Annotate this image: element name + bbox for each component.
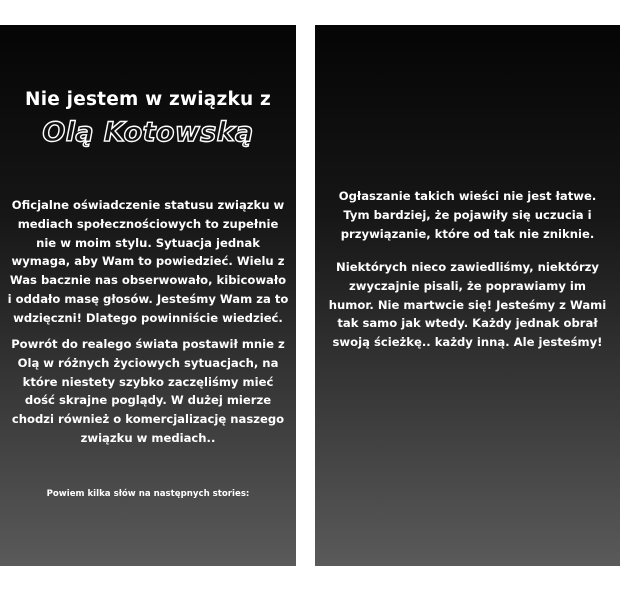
story-right-paragraph-2: Niektórych nieco zawiedliśmy, niektórzy zwyczajnie pisali, że poprawiamy im humor. Nie martwcie się! Jesteśmy z Wami tak samo jak wtedy. Każdy jednak obrał swoją ścieżkę.. każdy inną. Ale jesteśmy! [328,260,607,350]
story-left-paragraph-1: Oficjalne oświadczenie statusu związku w mediach społecznościowych to zupełnie nie w moim stylu. Sytuacja jednak wymaga, aby Wam to powiedzieć. Wielu z Was bacznie nas obserwowało, kibicowało i oddało masę głosów. Jesteśmy Wam za to wdzięczni! Dlatego powinniście wiedzieć. [7,198,289,325]
story-heading: Nie jestem w związku z [25,89,271,110]
story-heading-name [0,117,296,148]
story-heading-name-text: Olą Kotowską [42,117,254,148]
story-right-paragraph-1: Ogłaszanie takich wieści nie jest łatwe. Tym bardziej, że pojawiły się uczucia i przywiązanie, które od tak nie zniknie. [338,189,597,241]
story-left-footer: Powiem kilka słów na następnych stories: [46,489,250,499]
story-left [0,25,296,566]
story-left-paragraph-2: Powrót do realego świata postawił mnie z Olą w różnych życiowych sytuacjach, na które niestety szybko zaczęliśmy mieć dość skrajne poglądy. W dużej mierze chodzi również o komercjalizację naszego związku w mediach.. [11,337,285,445]
story-right [315,25,620,566]
